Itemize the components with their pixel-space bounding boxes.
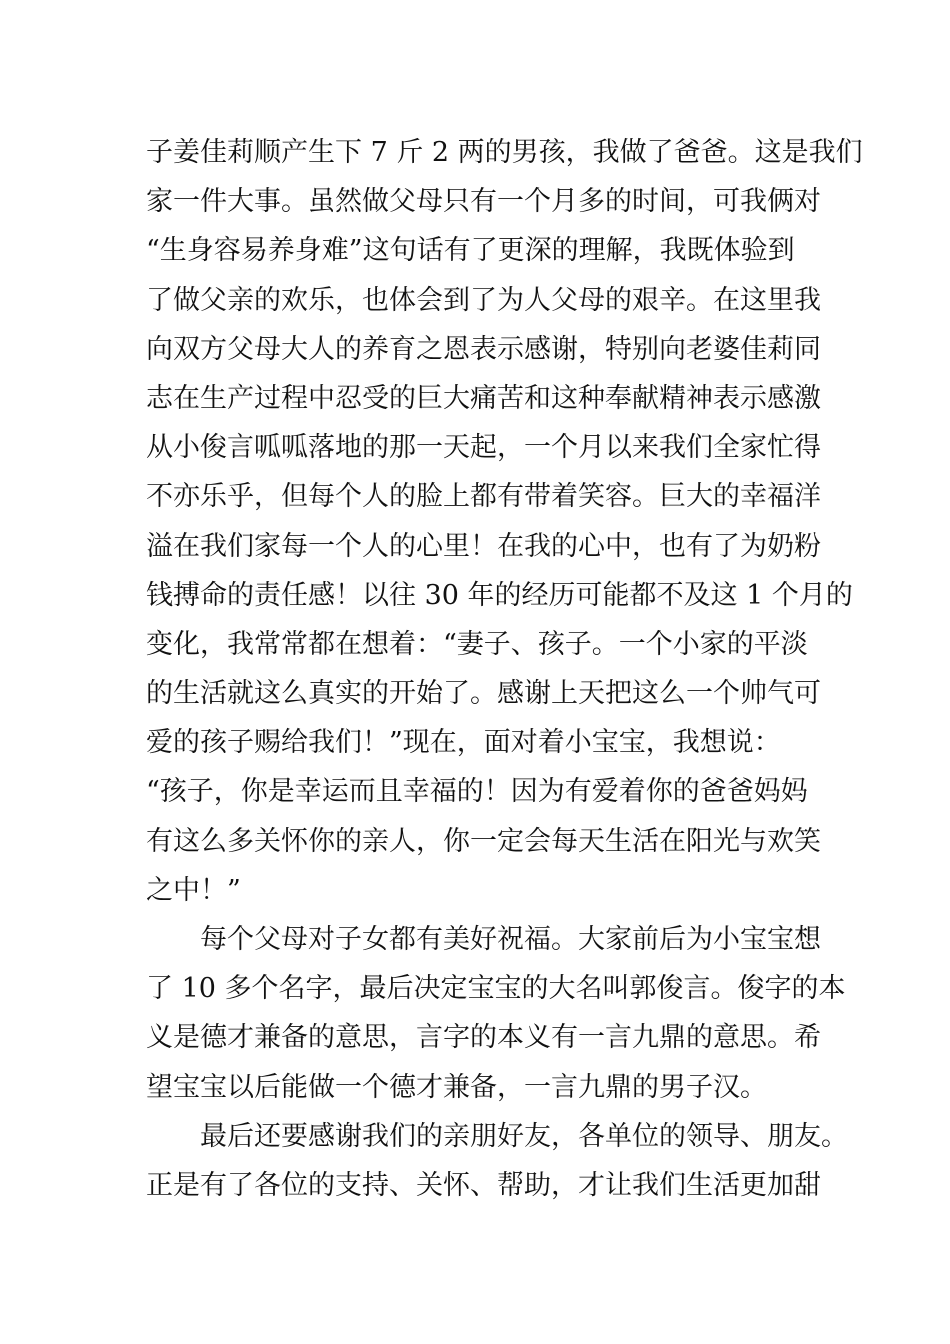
text-line: 不亦乐乎，但每个人的脸上都有带着笑容。巨大的幸福洋 [146, 481, 821, 513]
text-line: 从小俊言呱呱落地的那一天起，一个月以来我们全家忙得 [146, 432, 821, 464]
text-line: 子姜佳莉顺产生下 7 斤 2 两的男孩，我做了爸爸。这是我们 [146, 137, 863, 168]
text-line: 最后还要感谢我们的亲朋好友，各单位的领导、朋友。 [200, 1120, 848, 1152]
text-line: 义是德才兼备的意思，言字的本义有一言九鼎的意思。希 [146, 1022, 821, 1054]
text-line: 家一件大事。虽然做父母只有一个月多的时间，可我俩对 [146, 186, 821, 218]
text-line: 有这么多关怀你的亲人，你一定会每天生活在阳光与欢笑 [146, 825, 821, 857]
text-line: 了做父亲的欢乐，也体会到了为人父母的艰辛。在这里我 [146, 284, 821, 316]
text-line: 每个父母对子女都有美好祝福。大家前后为小宝宝想 [200, 924, 821, 955]
paragraph-2 [146, 915, 846, 1112]
text-line: 望宝宝以后能做一个德才兼备，一言九鼎的男子汉。 [146, 1071, 767, 1103]
paragraph-3 [146, 1112, 848, 1210]
text-line: 的生活就这么真实的开始了。感谢上天把这么一个帅气可 [146, 678, 821, 710]
text-line: 变化，我常常都在想着：“妻子、孩子。一个小家的平淡 [146, 628, 808, 660]
paragraph-1 [146, 128, 863, 915]
text-line: 溢在我们家每一个人的心里！在我的心中，也有了为奶粉 [146, 530, 821, 562]
text-line: 钱搏命的责任感！以往 30 年的经历可能都不及这 1 个月的 [146, 579, 853, 611]
document-body [146, 128, 863, 1210]
text-line: “生身容易养身难”这句话有了更深的理解，我既体验到 [146, 235, 795, 267]
text-line: 爱的孩子赐给我们！”现在，面对着小宝宝，我想说： [146, 727, 781, 759]
text-line: 之中！” [146, 874, 241, 906]
text-line: 志在生产过程中忍受的巨大痛苦和这种奉献精神表示感激 [146, 382, 821, 414]
text-line: 正是有了各位的支持、关怀、帮助，才让我们生活更加甜 [146, 1169, 821, 1201]
text-line: 了 10 多个名字，最后决定宝宝的大名叫郭俊言。俊字的本 [146, 973, 846, 1005]
text-line: 向双方父母大人的养育之恩表示感谢，特别向老婆佳莉同 [146, 333, 821, 365]
text-line: “孩子，你是幸运而且幸福的！因为有爱着你的爸爸妈妈 [146, 776, 808, 808]
